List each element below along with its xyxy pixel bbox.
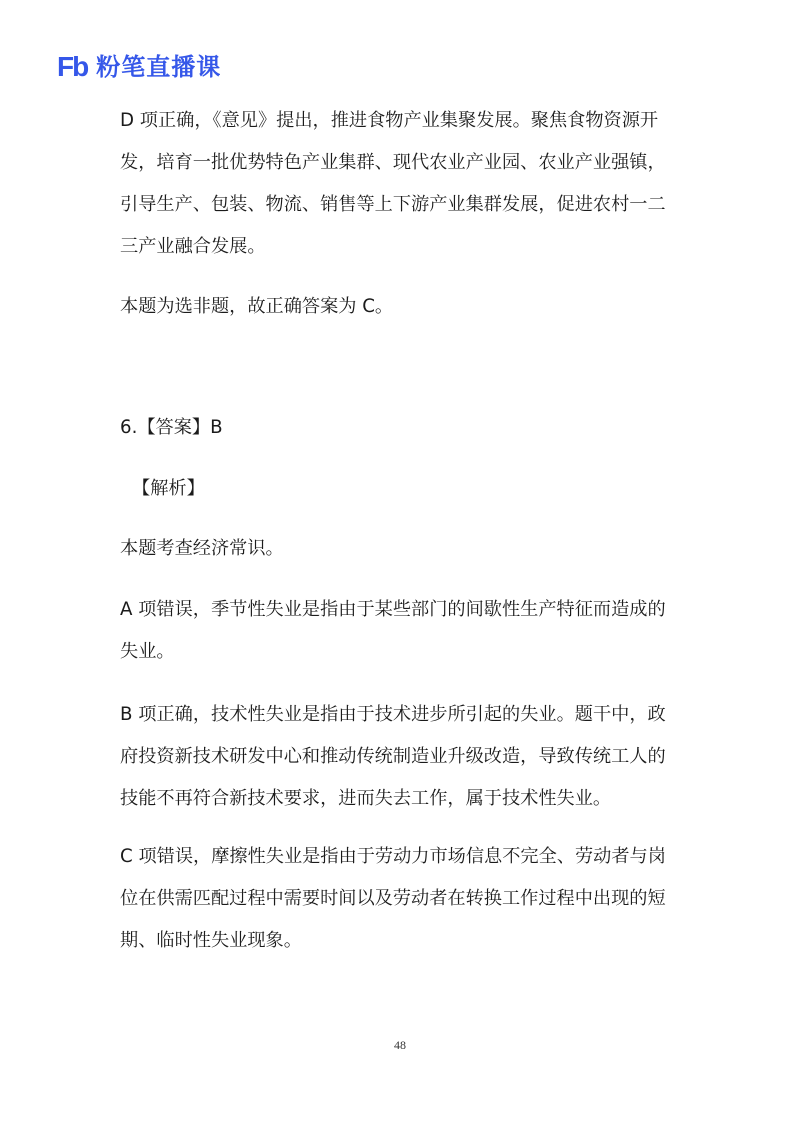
paragraph-line: 失业。 bbox=[120, 641, 175, 662]
option-b-paragraph bbox=[120, 694, 740, 820]
paragraph-line: 位在供需匹配过程中需要时间以及劳动者在转换工作过程中出现的短 bbox=[120, 888, 666, 909]
option-d-paragraph bbox=[120, 100, 740, 268]
conclusion-text: 本题为选非题，故正确答案为 C。 bbox=[120, 296, 394, 317]
q6-analysis-heading bbox=[132, 468, 752, 510]
q6-topic bbox=[120, 528, 740, 570]
page-number: 48 bbox=[394, 1038, 406, 1052]
option-a-paragraph bbox=[120, 589, 740, 673]
paragraph-line: 期、临时性失业现象。 bbox=[120, 930, 302, 951]
paragraph-line: 府投资新技术研发中心和推动传统制造业升级改造，导致传统工人的 bbox=[120, 746, 666, 767]
paragraph-line: A 项错误，季节性失业是指由于某些部门的间歇性生产特征而造成的 bbox=[120, 599, 666, 620]
paragraph-line: 发，培育一批优势特色产业集群、现代农业产业园、农业产业强镇， bbox=[120, 152, 666, 173]
q6-answer-heading bbox=[120, 407, 740, 449]
brand-logo bbox=[57, 52, 221, 82]
option-c-paragraph bbox=[120, 836, 740, 962]
fb-logo-icon: Fb bbox=[57, 51, 88, 82]
paragraph-line: B 项正确，技术性失业是指由于技术进步所引起的失业。题干中，政 bbox=[120, 704, 666, 725]
analysis-heading-text: 【解析】 bbox=[132, 478, 205, 499]
paragraph-line: 三产业融合发展。 bbox=[120, 236, 266, 257]
paragraph-line: D 项正确，《意见》提出，推进食物产业集聚发展。聚焦食物资源开 bbox=[120, 110, 659, 131]
paragraph-line: 引导生产、包装、物流、销售等上下游产业集群发展，促进农村一二 bbox=[120, 194, 666, 215]
paragraph-line: C 项错误，摩擦性失业是指由于劳动力市场信息不完全、劳动者与岗 bbox=[120, 846, 666, 867]
answer-heading-text: 6.【答案】B bbox=[120, 417, 223, 438]
brand-name: 粉笔直播课 bbox=[96, 53, 222, 81]
paragraph-line: 技能不再符合新技术要求，进而失去工作，属于技术性失业。 bbox=[120, 788, 612, 809]
topic-text: 本题考查经济常识。 bbox=[120, 538, 284, 559]
conclusion-paragraph bbox=[120, 286, 740, 328]
